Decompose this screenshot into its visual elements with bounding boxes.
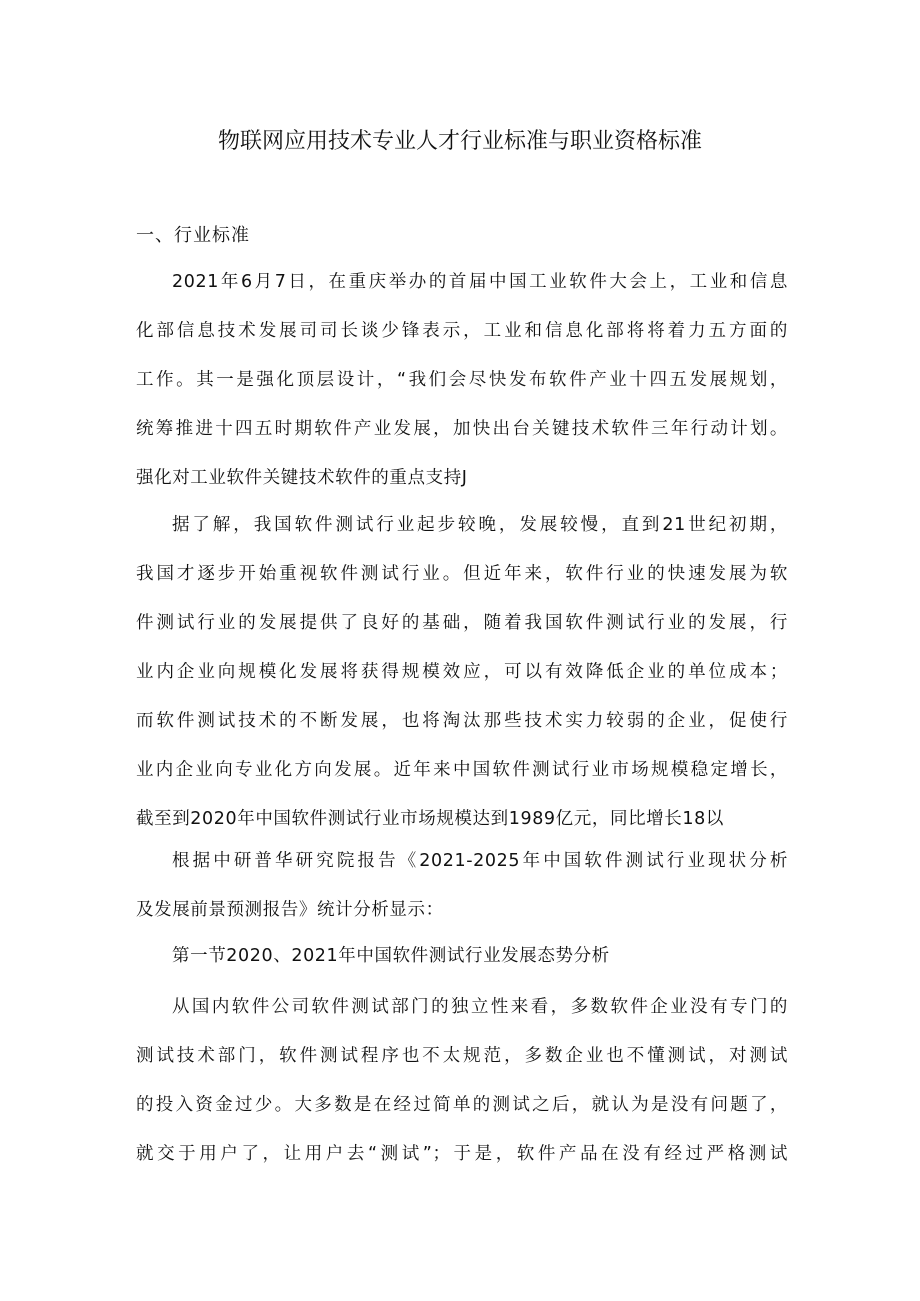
paragraph-line: 业内企业向规模化发展将获得规模效应，可以有效降低企业的单位成本； [136, 662, 788, 682]
subsection-heading: 第一节2020、2021年中国软件测试行业发展态势分析 [172, 946, 610, 966]
paragraph-line: 从国内软件公司软件测试部门的独立性来看，多数软件企业没有专门的 [172, 997, 788, 1017]
document-title: 物联网应用技术专业人才行业标准与职业资格标准 [217, 129, 702, 154]
paragraph-line: 根据中研普华研究院报告《2021-2025年中国软件测试行业现状分析 [172, 851, 788, 871]
paragraph-line: 我国才逐步开始重视软件测试行业。但近年来，软件行业的快速发展为软 [136, 564, 788, 584]
paragraph-3 [136, 837, 788, 935]
paragraph-line: 据了解，我国软件测试行业起步较晚，发展较慢，直到21世纪初期， [172, 515, 788, 535]
paragraph-line: 工作。其一是强化顶层设计，“我们会尽快发布软件产业十四五发展规划， [136, 370, 788, 390]
paragraph-line: 就交于用户了，让用户去“测试”；于是，软件产品在没有经过严格测试 [136, 1144, 788, 1164]
paragraph-line: 件测试行业的发展提供了良好的基础，随着我国软件测试行业的发展，行 [136, 613, 788, 633]
paragraph-line: 测试技术部门，软件测试程序也不太规范，多数企业也不懂测试，对测试 [136, 1046, 788, 1066]
paragraph-line: 截至到2020年中国软件测试行业市场规模达到1989亿元，同比增长18以 [136, 809, 724, 829]
paragraph-line: 的投入资金过少。大多数是在经过简单的测试之后，就认为是没有问题了， [136, 1095, 788, 1115]
paragraph-line: 而软件测试技术的不断发展，也将淘汰那些技术实力较弱的企业，促使行 [136, 711, 788, 731]
paragraph-line: 2021年6月7日，在重庆举办的首届中国工业软件大会上，工业和信息 [172, 272, 788, 292]
paragraph-1 [136, 258, 788, 503]
paragraph-line: 业内企业向专业化方向发展。近年来中国软件测试行业市场规模稳定增长， [136, 760, 788, 780]
paragraph-line: 统筹推进十四五时期软件产业发展，加快出台关键技术软件三年行动计划。 [136, 419, 788, 439]
paragraph-4 [136, 983, 788, 1179]
paragraph-line: 化部信息技术发展司司长谈少锋表示，工业和信息化部将将着力五方面的 [136, 321, 788, 341]
section-heading: 一、行业标准 [136, 225, 250, 246]
paragraph-line: 强化对工业软件关键技术软件的重点支持J [136, 468, 468, 488]
paragraph-line: 及发展前景预测报告》统计分析显示： [136, 900, 444, 920]
paragraph-2 [136, 501, 788, 844]
